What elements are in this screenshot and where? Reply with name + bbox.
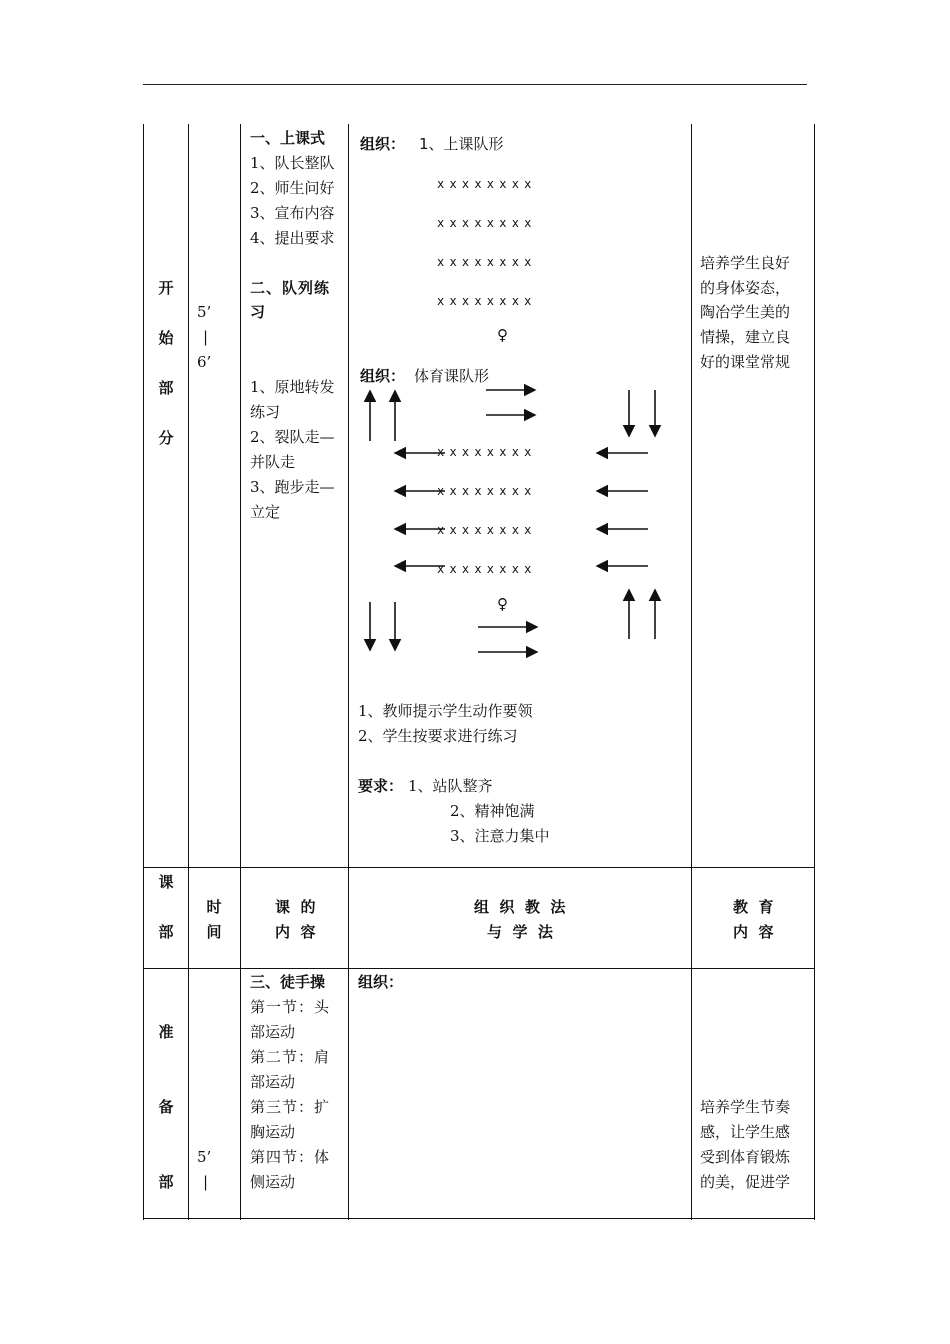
formation-row: x x x x x x x x xyxy=(437,216,531,230)
content-item: 第二节：肩 xyxy=(250,1048,331,1066)
edu-text-line: 的美，促进学 xyxy=(700,1173,791,1191)
table-divider-3 xyxy=(348,124,349,1220)
content-item: 2、裂队走— xyxy=(250,428,335,446)
header-time: 时 xyxy=(206,898,222,916)
formation-arrows-diagram xyxy=(350,125,690,665)
part-char: 备 xyxy=(158,1098,174,1116)
org-text: 体育课队形 xyxy=(414,367,490,385)
content-item: 3、跑步走— xyxy=(250,478,335,496)
content-item: 第一节：头 xyxy=(250,998,331,1016)
org-text: 1、上课队形 xyxy=(419,135,504,153)
content-item: 侧运动 xyxy=(250,1173,296,1191)
header-time: 间 xyxy=(206,923,222,941)
edu-text-line: 的身体姿态， xyxy=(700,279,791,297)
formation-row: x x x x x x x x xyxy=(437,523,531,537)
part-char: 准 xyxy=(158,1023,174,1041)
row-divider-1 xyxy=(143,867,815,868)
org-label: 组织： xyxy=(360,135,406,153)
time-start: 5’ xyxy=(197,1148,212,1166)
content-item: 胸运动 xyxy=(250,1123,296,1141)
content-item: 1、原地转发 xyxy=(250,378,335,396)
formation-row: x x x x x x x x xyxy=(437,484,531,498)
header-edu: 教 育 xyxy=(733,898,774,916)
content-item: 部运动 xyxy=(250,1023,296,1041)
content-item: 练习 xyxy=(250,403,281,421)
teacher-symbol: ♀ xyxy=(497,326,508,344)
time-separator: | xyxy=(203,328,209,346)
edu-text-line: 培养学生良好 xyxy=(700,254,791,272)
edu-text-line: 培养学生节奏 xyxy=(700,1098,791,1116)
org-note: 1、教师提示学生动作要领 xyxy=(358,702,533,720)
formation-row: x x x x x x x x xyxy=(437,445,531,459)
header-part: 部 xyxy=(158,923,174,941)
content-item: 并队走 xyxy=(250,453,296,471)
table-border-bottom xyxy=(143,1218,815,1219)
edu-text-line: 陶冶学生美的 xyxy=(700,303,791,321)
table-divider-2 xyxy=(240,124,241,1220)
part-char: 开 xyxy=(158,279,174,297)
edu-text-line: 情操，建立良 xyxy=(700,328,791,346)
table-border-left xyxy=(143,124,144,1220)
table-border-right xyxy=(814,124,815,1220)
time-start: 5’ xyxy=(197,303,212,321)
formation-row: x x x x x x x x xyxy=(437,562,531,576)
org-note: 2、学生按要求进行练习 xyxy=(358,727,518,745)
section-heading: 习 xyxy=(250,303,266,321)
edu-text-line: 好的课堂常规 xyxy=(700,353,791,371)
time-separator: | xyxy=(203,1173,209,1191)
org-label: 组织： xyxy=(358,973,404,991)
section-heading: 二、队列练 xyxy=(250,279,331,297)
formation-row: x x x x x x x x xyxy=(437,177,531,191)
content-item: 部运动 xyxy=(250,1073,296,1091)
section-heading: 三、徒手操 xyxy=(250,973,326,991)
table-divider-4 xyxy=(691,124,692,1220)
time-end: 6’ xyxy=(197,353,212,371)
table-divider-1 xyxy=(188,124,189,1220)
content-item: 第四节：体 xyxy=(250,1148,331,1166)
page-header-rule xyxy=(143,84,807,85)
edu-text-line: 感，让学生感 xyxy=(700,1123,791,1141)
content-item: 立定 xyxy=(250,503,281,521)
teacher-symbol: ♀ xyxy=(497,595,508,613)
header-method: 组 织 教 法 xyxy=(474,898,566,916)
org-label: 组织： xyxy=(360,367,406,385)
part-char: 部 xyxy=(158,1173,174,1191)
section-heading: 一、上课式 xyxy=(250,129,326,147)
header-edu: 内 容 xyxy=(733,923,774,941)
header-content: 课 的 xyxy=(275,898,316,916)
formation-row: x x x x x x x x xyxy=(437,294,531,308)
header-part: 课 xyxy=(158,873,174,891)
part-char: 始 xyxy=(158,329,174,347)
part-char: 部 xyxy=(158,379,174,397)
part-char: 分 xyxy=(158,429,174,447)
header-method: 与 学 法 xyxy=(487,923,553,941)
requirement-item: 3、注意力集中 xyxy=(450,827,550,845)
edu-text-line: 受到体育锻炼 xyxy=(700,1148,791,1166)
requirement-item: 1、站队整齐 xyxy=(408,777,493,795)
content-item: 3、宣布内容 xyxy=(250,204,335,222)
content-item: 第三节：扩 xyxy=(250,1098,331,1116)
content-item: 4、提出要求 xyxy=(250,229,335,247)
requirement-label: 要求： xyxy=(358,777,404,795)
requirement-item: 2、精神饱满 xyxy=(450,802,535,820)
row-divider-2 xyxy=(143,968,815,969)
formation-row: x x x x x x x x xyxy=(437,255,531,269)
header-content: 内 容 xyxy=(275,923,316,941)
content-item: 1、队长整队 xyxy=(250,154,335,172)
content-item: 2、师生问好 xyxy=(250,179,335,197)
